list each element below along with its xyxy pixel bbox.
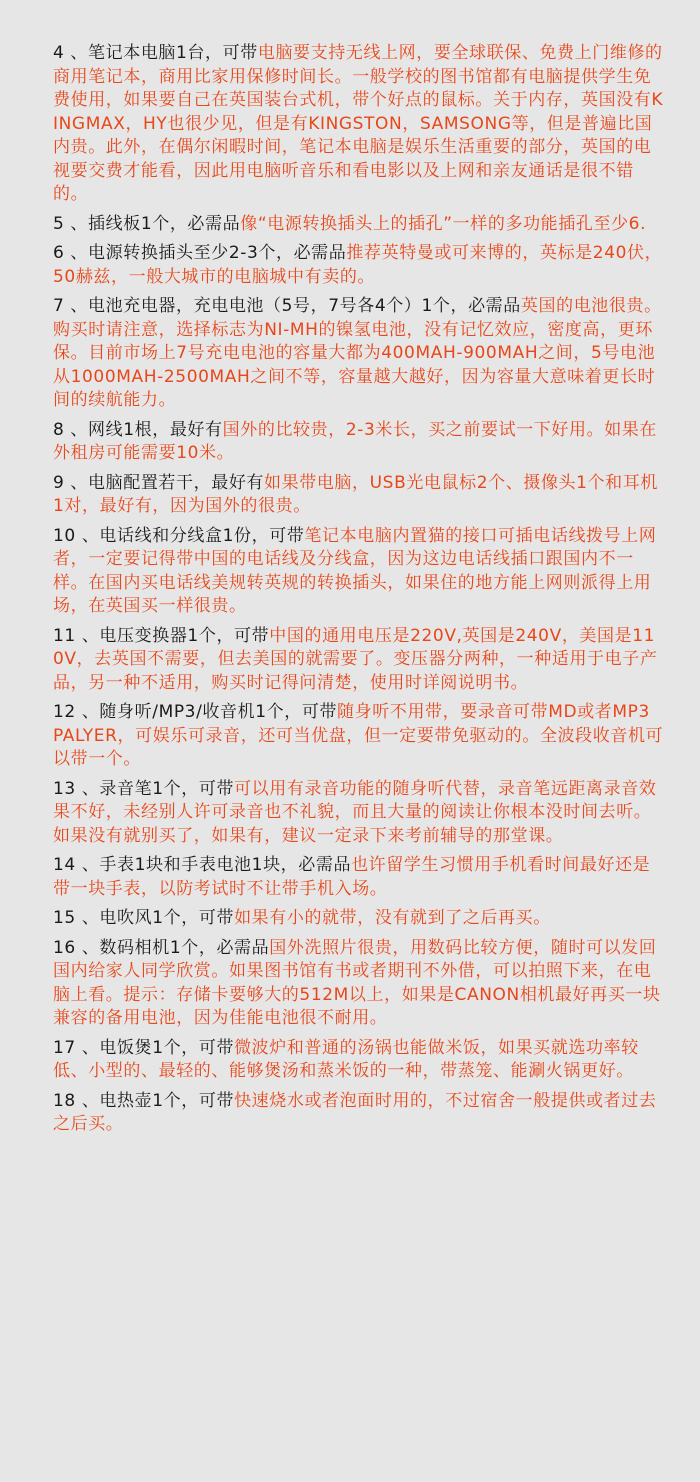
item-detail: 可以用有录音功能的随身听代替，录音笔远距离录音效果不好，未经别人许可录音也不礼貌，而且大量的阅读让你根本没时间去听。如果没有就别买了，如果有，建议一定录下来考前辅导的那堂课。 <box>53 778 657 846</box>
item-lead: 11 、电压变换器1个，可带 <box>53 625 270 646</box>
item-lead: 13 、录音笔1个，可带 <box>53 778 235 799</box>
item-detail: 像“电源转换插头上的插孔”一样的多功能插孔至少6. <box>240 213 647 234</box>
list-item-electric-kettle <box>53 1090 665 1137</box>
item-detail: 微波炉和普通的汤锅也能做米饭，如果买就选功率较低、小型的、最轻的、能够煲汤和蒸米饭的一种，带蒸笼、能涮火锅更好。 <box>53 1037 639 1081</box>
list-item-voice-recorder <box>53 778 665 849</box>
item-lead: 16 、数码相机1个，必需品 <box>53 937 270 958</box>
item-lead: 6 、电源转换插头至少2-3个，必需品 <box>53 243 347 263</box>
item-detail: 随身听不用带，要录音可带MD或者MP3 PALYER，可娱乐可录音，还可当优盘，但一定要带免驱动的。全波段收音机可以带一个。 <box>53 702 664 769</box>
item-detail: 也许留学生习惯用手机看时间最好还是带一块手表，以防考试时不让带手机入场。 <box>53 855 651 899</box>
list-item-power-strip <box>53 213 665 237</box>
item-detail: 笔记本电脑内置猫的接口可插电话线拨号上网者，一定要记得带中国的电话线及分线盒，因为这边电话线插口跟国内不一样。在国内买电话线美规转英规的转换插头，如果住的地方能上网则派得上用场，在英国买一样很贵。 <box>53 525 657 616</box>
item-detail: 电脑要支持无线上网，要全球联保、免费上门维修的商用笔记本，商用比家用保修时间长。一般学校的图书馆都有电脑提供学生免费使用，如果要自己在英国装台式机，带个好点的鼠标。关于内存，英国没有KINGMAX，HY也很少见，但是有KINGSTON，SAMSONG等，但是普遍比国内贵。此外，在偶尔闲暇时间，笔记本电脑是娱乐生活重要的部分，英国的电视要交费才能看，因此用电脑听音乐和看电影以及上网和亲友通话是很不错的。 <box>53 43 664 204</box>
item-detail: 快速烧水或者泡面时用的，不过宿舍一般提供或者过去之后买。 <box>53 1090 657 1134</box>
packing-list <box>53 42 665 1143</box>
item-detail: 推荐英特曼或可来博的，英标是240伏，50赫兹，一般大城市的电脑城中有卖的。 <box>53 243 663 287</box>
item-detail: 如果带电脑，USB光电鼠标2个、摄像头1个和耳机1对，最好有，因为国外的很贵。 <box>53 472 658 516</box>
list-item-voltage-converter <box>53 625 665 696</box>
item-lead: 18 、电热壶1个，可带 <box>53 1090 235 1111</box>
item-detail: 中国的通用电压是220V,英国是240V，美国是110V，去英国不需要，但去美国的就需要了。变压器分两种，一种适用于电子产品，另一种不适用，购买时记得问清楚，使用时详阅说明书。 <box>53 625 658 693</box>
item-lead: 10 、电话线和分线盒1份，可带 <box>53 525 305 546</box>
item-lead: 8 、网线1根，最好有 <box>53 419 223 440</box>
list-item-music-player <box>53 701 665 772</box>
item-lead: 15 、电吹风1个，可带 <box>53 908 235 928</box>
list-item-network-cable <box>53 419 665 466</box>
item-lead: 12 、随身听/MP3/收音机1个，可带 <box>53 702 338 722</box>
item-lead: 4 、笔记本电脑1台，可带 <box>53 43 258 63</box>
item-lead: 7 、电池充电器，充电电池（5号，7号各4个）1个，必需品 <box>53 296 521 316</box>
list-item-phone-cable <box>53 525 665 619</box>
list-item-watch <box>53 854 665 901</box>
list-item-battery-charger <box>53 295 665 413</box>
item-detail: 国外洗照片很贵，用数码比较方便，随时可以发回国内给家人同学欣赏。如果图书馆有书或者期刊不外借，可以拍照下来，在电脑上看。提示：存储卡要够大的512M以上，如果是CANON相机最好再买一块兼容的备用电池，因为佳能电池很不耐用。 <box>53 937 661 1028</box>
list-item-laptop <box>53 42 665 207</box>
list-item-digital-camera <box>53 937 665 1031</box>
item-detail: 英国的电池很贵。购买时请注意，选择标志为NI-MH的镍氢电池，没有记忆效应，密度高，更环保。目前市场上7号充电电池的容量大都为400MAH-900MAH之间，5号电池从1000MAH-2500MAH之间不等，容量越大越好，因为容量大意味着更长时间的续航能力。 <box>53 296 662 410</box>
item-lead: 14 、手表1块和手表电池1块，必需品 <box>53 855 352 875</box>
item-lead: 17 、电饭煲1个，可带 <box>53 1037 235 1058</box>
item-detail: 国外的比较贵，2-3米长，买之前要试一下好用。如果在外租房可能需要10米。 <box>53 419 658 463</box>
list-item-hair-dryer <box>53 907 665 931</box>
item-detail: 如果有小的就带，没有就到了之后再买。 <box>234 908 551 928</box>
item-lead: 5 、插线板1个，必需品 <box>53 213 241 234</box>
list-item-computer-accessories <box>53 472 665 519</box>
list-item-rice-cooker <box>53 1037 665 1084</box>
item-lead: 9 、电脑配置若干，最好有 <box>53 472 265 493</box>
list-item-plug-adapter <box>53 242 665 289</box>
